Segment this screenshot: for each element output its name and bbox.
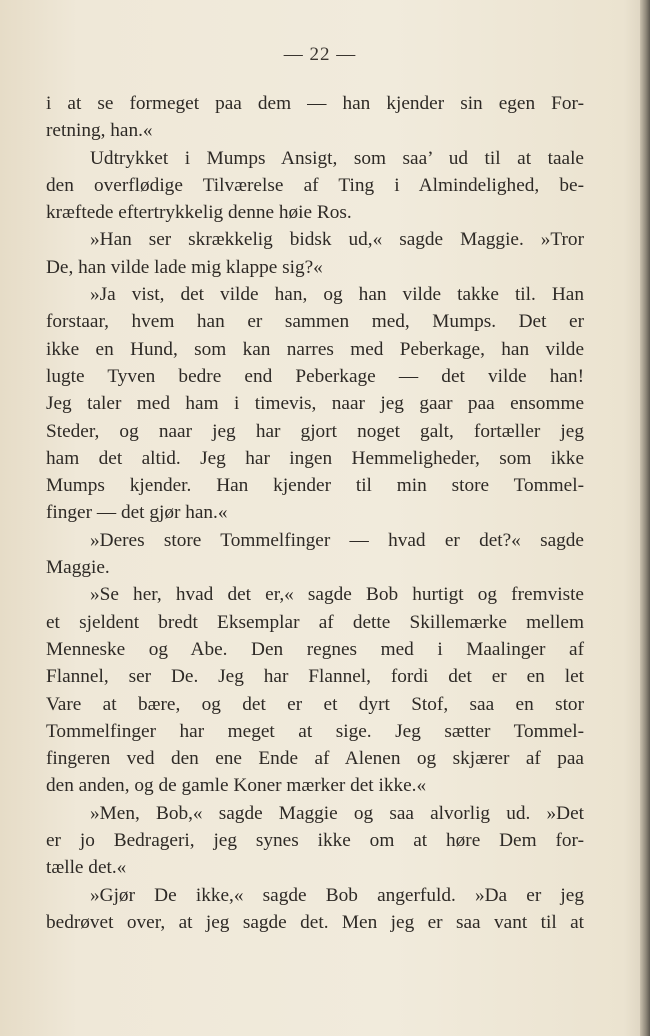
- text-line: »Deres store Tommelfinger — hvad er det?« sagde: [90, 529, 584, 551]
- text-line: i at se formeget paa dem — han kjender sin egen For-: [46, 93, 584, 114]
- text-line: er jo Bedrageri, jeg synes ikke om at høre Dem for-: [46, 830, 584, 852]
- text-line: »Ja vist, det vilde han, og han vilde takke til. Han: [90, 284, 584, 306]
- text-line: Vare at bære, og det er et dyrt Stof, saa en stor: [46, 693, 584, 715]
- text-line: »Gjør De ikke,« sagde Bob angerfuld. »Da er jeg: [90, 884, 584, 906]
- page-number: — 22 —: [283, 44, 357, 65]
- text-line: tælle det.«: [46, 857, 127, 879]
- text-line: retning, han.«: [46, 120, 153, 142]
- text-line: Menneske og Abe. Den regnes med i Maalinger af: [46, 638, 584, 660]
- text-line: Tommelfinger har meget at sige. Jeg sætter Tommel-: [46, 720, 584, 742]
- text-line: Flannel, ser De. Jeg har Flannel, fordi det er en let: [46, 666, 584, 688]
- text-line: ikke en Hund, som kan narres med Peberkage, han vilde: [46, 338, 584, 360]
- page-body-text: [46, 90, 584, 936]
- text-line: den overflødige Tilværelse af Ting i Almindelighed, be-: [46, 174, 584, 196]
- text-line: den anden, og de gamle Koner mærker det ikke.«: [46, 775, 427, 797]
- text-line: Maggie.: [46, 557, 110, 579]
- text-line: ham det altid. Jeg har ingen Hemmeligheder, som ikke: [46, 447, 584, 469]
- text-line: forstaar, hvem han er sammen med, Mumps. Det er: [46, 311, 584, 333]
- text-line: Jeg taler med ham i timevis, naar jeg gaar paa ensomme: [46, 393, 584, 415]
- text-line: De, han vilde lade mig klappe sig?«: [46, 256, 323, 278]
- text-line: et sjeldent bredt Eksemplar af dette Skillemærke mellem: [46, 611, 584, 633]
- text-line: Steder, og naar jeg har gjort noget galt, fortæller jeg: [46, 420, 584, 442]
- text-line: lugte Tyven bedre end Peberkage — det vilde han!: [46, 365, 584, 387]
- text-line: »Se her, hvad det er,« sagde Bob hurtigt og fremviste: [90, 584, 584, 606]
- text-line: »Men, Bob,« sagde Maggie og saa alvorlig ud. »Det: [90, 802, 584, 824]
- page-edge-shadow: [640, 0, 650, 1036]
- text-line: »Han ser skrækkelig bidsk ud,« sagde Maggie. »Tror: [90, 229, 584, 251]
- text-line: bedrøvet over, at jeg sagde det. Men jeg er saa vant til at: [46, 911, 584, 933]
- text-line: Mumps kjender. Han kjender til min store Tommel-: [46, 475, 584, 497]
- text-line: fingeren ved den ene Ende af Alenen og skjærer af paa: [46, 748, 584, 770]
- text-line: finger — det gjør han.«: [46, 502, 228, 524]
- text-line: Udtrykket i Mumps Ansigt, som saa’ ud til at taale: [90, 147, 584, 169]
- text-line: kræftede eftertrykkelig denne høie Ros.: [46, 202, 352, 224]
